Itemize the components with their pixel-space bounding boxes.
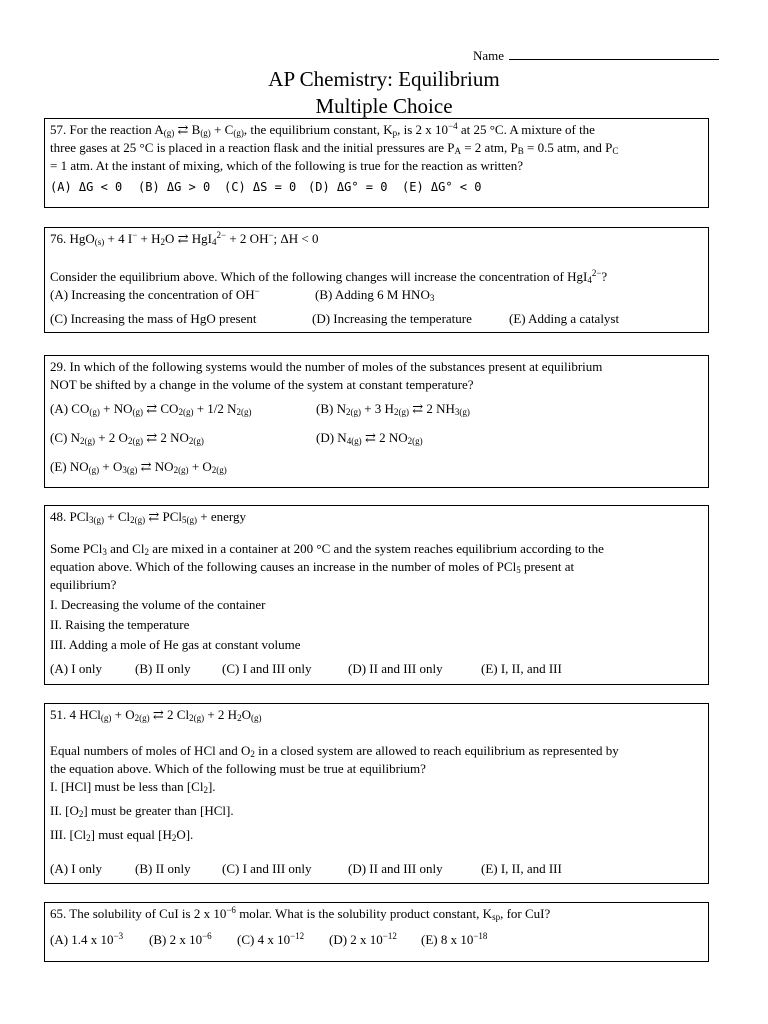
q48-statement-ii: II. Raising the temperature <box>50 617 190 632</box>
page-title: AP Chemistry: Equilibrium <box>268 67 500 91</box>
q51-choices <box>50 860 703 878</box>
q65-choice-d[interactable]: (D) 2 x $10^{-12}$ <box>329 931 397 947</box>
q76-choice-a[interactable]: (A) Increasing the concentration of OH− <box>50 286 260 302</box>
q29-row2 <box>50 429 703 447</box>
q51-equation: 51. 4 $HCl_{(g)} + O_{2(g)}$ ⇄ 2 $Cl_{2(g)} + 2$ $H_2O_{(g)}$ <box>50 707 262 723</box>
q65-choice-e[interactable]: (E) 8 x $10^{-18}$ <box>421 931 488 947</box>
q57-line3: = 1 atm. At the instant of mixing, which of the following is true for the reaction as written? <box>50 158 524 173</box>
name-field <box>473 46 719 65</box>
question-29 <box>44 355 709 488</box>
q51-choice-c[interactable]: (C) I and III only <box>222 861 312 876</box>
q29-row1 <box>50 400 703 418</box>
q48-choice-c[interactable]: (C) I and III only <box>222 661 312 676</box>
q51-stem-line2: the equation above. Which of the following must be true at equilibrium? <box>50 761 426 776</box>
q29-choice-e[interactable]: (E) $NO_{(g)} + O_{3(g)}$ ⇄ $NO_{2(g)} + O_{2(g)}$ <box>50 459 227 475</box>
q48-choice-a[interactable]: (A) I only <box>50 661 102 676</box>
q76-equation: 76. HgO$_{(s)}$ + 4 $I^- + H_2O$ ⇄ HgI$_4^{2-}$ + 2 OH−; ΔH < 0 <box>50 230 319 247</box>
q76-choice-e[interactable]: (E) Adding a catalyst <box>509 311 620 326</box>
q57-choice-e[interactable]: (E) ΔG° < 0 <box>402 180 482 194</box>
q29-choice-d[interactable]: (D) $N_{4(g)}$ ⇄ 2 $NO_{2(g)}$ <box>316 430 423 446</box>
q29-stem-line1: 29. In which of the following systems would the number of moles of the substances present at equilibrium <box>50 359 603 374</box>
q51-choice-e[interactable]: (E) I, II, and III <box>481 861 562 876</box>
q48-choice-d[interactable]: (D) II and III only <box>348 661 443 676</box>
q57-choice-d[interactable]: (D) ΔG° = 0 <box>308 180 388 194</box>
q76-choices-row2 <box>50 310 703 328</box>
q51-choice-b[interactable]: (B) II only <box>135 861 191 876</box>
q65-choice-c[interactable]: (C) 4 x $10^{-12}$ <box>237 931 305 947</box>
question-48 <box>44 505 709 685</box>
question-51 <box>44 703 709 884</box>
q51-choice-a[interactable]: (A) I only <box>50 861 102 876</box>
q57-line2: three gases at 25 °C is placed in a reaction flask and the initial pressures are $P_A = 2$ atm, $P_B = 0.5$ atm, and $P_C$ <box>50 140 619 156</box>
q57-choices <box>50 178 703 196</box>
q51-statement-iii: III. $[Cl_2]$ must equal $[H_2O]$. <box>50 827 194 843</box>
q48-statement-i: I. Decreasing the volume of the container <box>50 597 266 612</box>
page-subtitle: Multiple Choice <box>315 94 453 118</box>
q48-stem-line1: Some PCl$_3$ and $Cl_2$ are mixed in a container at 200 °C and the system reaches equilibrium according to the <box>50 541 604 557</box>
q65-stem: 65. The solubility of CuI is 2 x $10^{-6}$ molar. What is the solubility product constant, $K_{sp}$, for CuI? <box>50 905 551 922</box>
q65-choice-a[interactable]: (A) 1.4 x $10^{-3}$ <box>50 931 124 947</box>
q48-choice-e[interactable]: (E) I, II, and III <box>481 661 562 676</box>
question-65 <box>44 902 709 962</box>
q76-choice-b[interactable]: (B) Adding 6 M $HNO_3$ <box>315 287 435 303</box>
name-label: Name <box>473 48 505 63</box>
q29-stem-line2: NOT be shifted by a change in the volume of the system at constant temperature? <box>50 377 474 392</box>
q57-line1: 57. For the reaction $A_{(g)}$ ⇄ $B_{(g)} + C_{(g)}$, the equilibrium constant, $K_p$, is 2 x $10^{-4}$ at 25 °C. A mixture of the <box>50 121 595 138</box>
q57-choice-a[interactable]: (A) ΔG < 0 <box>50 180 123 194</box>
q76-choice-d[interactable]: (D) Increasing the temperature <box>312 311 472 326</box>
q51-statement-ii: II. $[O_2]$ must be greater than [HCl]. <box>50 803 234 819</box>
q48-equation: 48. $PCl_{3(g)} + Cl_{2(g)}$ ⇄ PCl$_{5(g)}$ + energy <box>50 509 247 525</box>
q76-choice-c[interactable]: (C) Increasing the mass of HgO present <box>50 311 257 326</box>
question-76 <box>44 227 709 333</box>
q51-choice-d[interactable]: (D) II and III only <box>348 861 443 876</box>
q48-choice-b[interactable]: (B) II only <box>135 661 191 676</box>
q76-choices-row1 <box>50 286 703 304</box>
q29-choice-c[interactable]: (C) $N_{2(g)} + 2$ $O_{2(g)}$ ⇄ 2 $NO_{2(g)}$ <box>50 430 204 446</box>
q48-choices <box>50 660 703 678</box>
q57-choice-b[interactable]: (B) ΔG > 0 <box>138 180 211 194</box>
name-blank <box>509 46 719 60</box>
question-57 <box>44 118 709 208</box>
q29-choice-a[interactable]: (A) $CO_{(g)} + NO_{(g)}$ ⇄ $CO_{2(g)} + 1/2$ $N_{2(g)}$ <box>50 401 252 417</box>
q51-statement-i: I. [HCl] must be less than $[Cl_2]$. <box>50 779 216 795</box>
q29-choice-b[interactable]: (B) $N_{2(g)} + 3$ $H_{2(g)}$ ⇄ 2 $NH_{3(g)}$ <box>316 401 470 417</box>
q48-statement-iii: III. Adding a mole of He gas at constant volume <box>50 637 301 652</box>
q65-choice-b[interactable]: (B) 2 x $10^{-6}$ <box>149 931 212 947</box>
q48-stem-line2: equation above. Which of the following causes an increase in the number of moles of PCl$_5$ present at <box>50 559 575 575</box>
q57-choice-c[interactable]: (C) ΔS = 0 <box>224 180 297 194</box>
q51-stem-line1: Equal numbers of moles of HCl and $O_2$ in a closed system are allowed to reach equilibrium as represented by <box>50 743 619 759</box>
q76-stem: Consider the equilibrium above. Which of the following changes will increase the concentration of HgI$_4^{2-}$? <box>50 268 608 285</box>
q65-choices <box>50 931 703 949</box>
q48-stem-line3: equilibrium? <box>50 577 117 592</box>
